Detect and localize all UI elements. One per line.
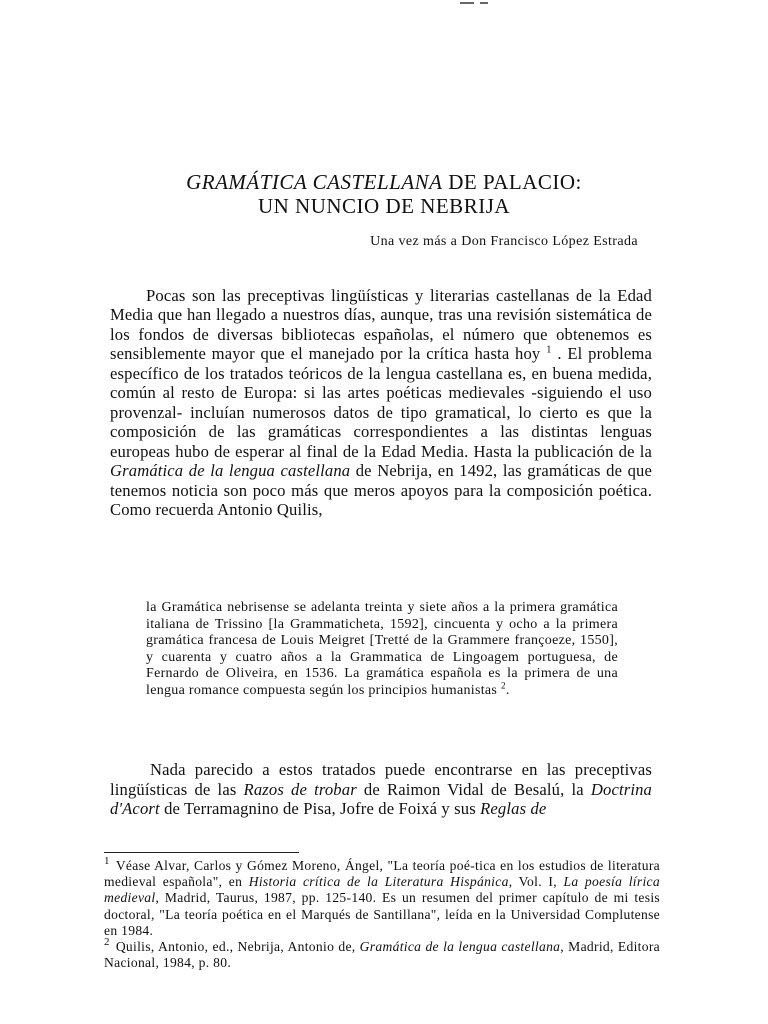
title-rest: DE PALACIO: xyxy=(442,170,582,194)
footnote-2 xyxy=(104,936,660,971)
quote-end: . xyxy=(505,682,510,698)
paragraph-1-text-b: . El problema específico de los tratados teóricos de la lengua castellana es, en buena medida, común al resto de Europa: si las artes poéticas medievales -siguiendo el uso provenzal- incluían numerosos datos de tipo gramatical, lo cierto es que la composición de las gramáticas correspondientes a las distintas lenguas europeas hubo de esperar al final de la Edad Media. Hasta la publicación de la xyxy=(110,344,652,461)
footnotes xyxy=(104,855,660,971)
footnote-1 xyxy=(104,855,660,939)
footnote-2-number: 2 xyxy=(104,936,110,949)
footnote-ref-2: 2 xyxy=(500,680,506,691)
quote-text: la Gramática nebrisense se adelanta treinta y siete años a la primera gramática italiana de Trissino [la Grammaticheta, 1592], cincuenta y ocho a la primera gramática francesa de Louis Meigret [Tretté de la Grammere françoeze, 1550], y cuarenta y cuatro años a la Grammatica de Lingoagem portuguesa, de Fernardo de Oliveira, en 1536. La gramática española es la primera de una lengua romance compuesta según los principios humanistas xyxy=(146,600,618,698)
footnote-1-text-c: , Madrid, Taurus, 1987, pp. 125-140. Es un resumen del primer capítulo de mi tesis doctoral, "La teoría poética en el Marqués de Santillana", leída en la Universidad Complutense en 1984. xyxy=(104,890,660,938)
footnote-2-text-b: , Madrid, Editora Nacional, 1984, p. 80. xyxy=(104,939,660,971)
footnote-1-italic-2: La poesía lírica medieval xyxy=(104,874,660,906)
paragraph-2-text-c: de Terramagnino de Pisa, Jofre de Foixá y sus xyxy=(159,799,481,819)
scan-artifact xyxy=(460,2,496,5)
article-title xyxy=(100,170,668,218)
dedication: Una vez más a Don Francisco López Estrada xyxy=(370,234,638,249)
block-quote xyxy=(146,600,618,700)
footnote-1-italic-1: Historia crítica de la Literatura Hispánica xyxy=(248,874,509,890)
paragraph-1-italic: Gramática de la lengua castellana xyxy=(110,461,351,481)
title-line-2: UN NUNCIO DE NEBRIJA xyxy=(257,194,511,218)
paragraph-1-text-c: de Nebrija, en 1492, las gramáticas de que tenemos noticia son poco más que meros apoyos para la composición poética. Como recuerda Antonio Quilis, xyxy=(110,461,652,519)
paragraph-2-italic-3: Reglas de xyxy=(480,799,547,819)
body-paragraph-1 xyxy=(110,286,652,519)
footnote-2-italic: Gramática de la lengua castellana xyxy=(359,939,561,955)
footnote-ref-1: 1 xyxy=(546,343,552,356)
footnote-1-text-a: Véase Alvar, Carlos y Gómez Moreno, Ángel, "La teoría poé-tica en los estudios de literatura medieval española", en xyxy=(104,858,660,890)
title-italic: GRAMÁTICA CASTELLANA xyxy=(186,170,443,194)
paragraph-2-text-b: de Raimon Vidal de Besalú, la xyxy=(356,779,591,799)
footnote-1-text-b: , Vol. I, xyxy=(508,874,564,890)
paragraph-2-italic-1: Razos de trobar xyxy=(243,779,357,799)
title-line-1 xyxy=(100,170,668,194)
paragraph-1-text-a: Pocas son las preceptivas lingüísticas y literarias castellanas de la Edad Media que han llegado a nuestros días, aunque, tras una revisión sistemática de los fondos de diversas bibliotecas españolas, el número que obtenemos es sensiblemente mayor que el manejado por la crítica hasta hoy xyxy=(110,286,652,364)
footnote-1-number: 1 xyxy=(104,855,110,868)
body-paragraph-2 xyxy=(110,760,652,819)
paragraph-2-text-a: Nada parecido a estos tratados puede encontrarse en las preceptivas lingüísticas de las xyxy=(110,760,652,799)
footnote-divider xyxy=(104,852,299,853)
footnote-2-text-a: Quilis, Antonio, ed., Nebrija, Antonio de, xyxy=(115,939,360,955)
paragraph-2-italic-2: Doctrina d'Acort xyxy=(110,779,652,819)
